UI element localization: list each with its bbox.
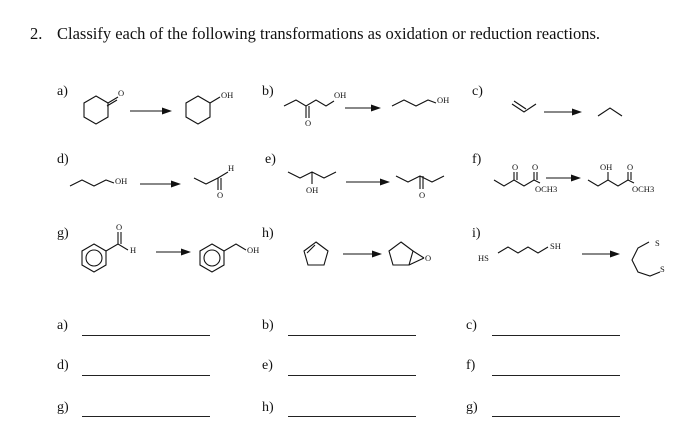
reaction-label-c: c) <box>472 84 483 99</box>
atom-f-O-1: O <box>512 162 519 172</box>
answer-label-e: e) <box>262 358 273 373</box>
atom-d-H: H <box>228 163 235 173</box>
atom-i-epoxide-O: O <box>425 253 432 263</box>
atom-f-O-3: O <box>627 162 634 172</box>
atom-a-O: O <box>118 88 125 98</box>
atom-b-OH-2: OH <box>437 95 450 105</box>
answer-label-g: g) <box>57 400 69 415</box>
answer-line-e[interactable] <box>288 375 416 376</box>
atom-e-O: O <box>419 190 426 200</box>
atom-i-SH: SH <box>550 241 561 251</box>
answer-label-d: d) <box>57 358 69 373</box>
reaction-label-g: g) <box>57 226 69 241</box>
answer-line-c[interactable] <box>492 335 620 336</box>
reaction-label-h: h) <box>262 226 274 241</box>
reaction-label-e: e) <box>265 152 276 167</box>
atom-d-OH: OH <box>115 176 128 186</box>
atom-g-O: O <box>116 222 123 232</box>
question-number: 2. <box>30 24 43 43</box>
atom-i-HS: HS <box>478 253 489 263</box>
reaction-g-drawing <box>82 232 246 272</box>
answer-label-f: f) <box>466 358 476 373</box>
answer-line-b[interactable] <box>288 335 416 336</box>
atom-f-OH: OH <box>600 162 613 172</box>
reaction-label-a: a) <box>57 84 68 99</box>
atom-d-O: O <box>217 190 224 200</box>
reaction-label-b: b) <box>262 84 274 99</box>
atom-f-O-2: O <box>532 162 539 172</box>
reaction-a-drawing <box>84 96 220 124</box>
answer-line-g[interactable] <box>82 416 210 417</box>
atom-g-H: H <box>130 245 137 255</box>
reaction-c-drawing <box>512 101 622 116</box>
atom-b-OH-1: OH <box>334 90 347 100</box>
answer-label-h: h) <box>262 400 274 415</box>
answer-line-d[interactable] <box>82 375 210 376</box>
reaction-b-drawing <box>284 100 436 118</box>
atom-i-S-2: S <box>660 264 665 274</box>
reaction-d-drawing <box>70 172 228 190</box>
reaction-label-f: f) <box>472 152 482 167</box>
reaction-label-i: i) <box>472 226 481 241</box>
atom-f-OCH3-product: OCH3 <box>632 184 655 194</box>
atom-b-O: O <box>305 118 312 128</box>
answer-label-i: g) <box>466 400 478 415</box>
answer-label-c: c) <box>466 318 477 333</box>
answer-label-b: b) <box>262 318 274 333</box>
reaction-i-drawing <box>498 242 660 276</box>
atom-f-OCH3-reactant: OCH3 <box>535 184 558 194</box>
atom-e-OH: OH <box>306 185 319 195</box>
reaction-f-drawing <box>494 172 634 186</box>
atom-i-S-1: S <box>655 238 660 248</box>
answer-line-f[interactable] <box>492 375 620 376</box>
atom-a-OH: OH <box>221 90 234 100</box>
reaction-label-d: d) <box>57 152 69 167</box>
question-text: Classify each of the following transformations as oxidation or reduction reactions. <box>57 24 600 43</box>
reaction-h-drawing <box>304 242 424 265</box>
answer-label-a: a) <box>57 318 68 333</box>
atom-h-OH: OH <box>247 245 260 255</box>
answer-line-i[interactable] <box>492 416 620 417</box>
answer-line-a[interactable] <box>82 335 210 336</box>
answer-line-h[interactable] <box>288 416 416 417</box>
